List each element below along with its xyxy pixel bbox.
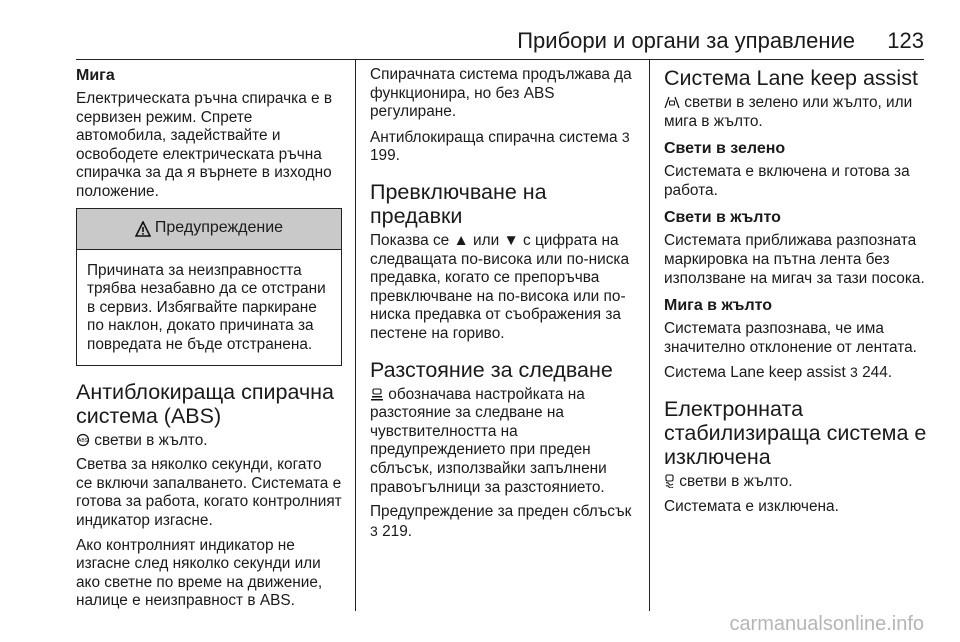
paragraph-blink: Електрическата ръчна спирачка е в сервизен режим. Спрете автомобила, задействайте и освободете електрическата ръчна спирачка за да я върнете в изходно положение. <box>76 90 333 200</box>
page-number: 123 <box>887 28 924 53</box>
page-ref-arrow-icon[interactable]: 3 <box>370 522 378 539</box>
paragraph-abs-2: Ако контролният индикатор не изгасне след няколко секунди или ако светне по време на движение, налице е неизправност в ABS. <box>76 536 323 610</box>
paragraph-collision-ref: Предупреждение за преден сблъсък 3 219. <box>370 503 632 540</box>
paragraph-abs-ref: Антиблокираща спирачна система 3 199. <box>370 128 630 165</box>
paragraph-lane-keep-indicator: светви в зелено или жълто, или мига в жълто. <box>664 94 913 130</box>
heading-blink: Мига <box>76 67 115 84</box>
esc-off-icon <box>664 474 675 488</box>
watermark: carmanualsonline.info <box>729 613 924 635</box>
column-divider-1 <box>355 59 356 611</box>
svg-text:ABS: ABS <box>77 437 89 444</box>
heading-lane-keep-assist: Система Lane keep assist <box>664 66 918 90</box>
paragraph-lights-green: Системата е включена и готова за работа. <box>664 163 910 199</box>
heading-lights-yellow: Свети в жълто <box>664 209 781 227</box>
column-1 <box>76 66 342 617</box>
page-ref-arrow-icon[interactable]: 3 <box>621 128 630 145</box>
warning-box <box>76 208 342 366</box>
column-divider-2 <box>649 59 650 611</box>
warning-header <box>77 209 341 250</box>
paragraph-following-distance: обозначава настройката на разстояние за следване на чувствителността на предупреждението при преден сблъсък, използвайки запълнени правоъгълници за разстоянието. <box>370 385 607 496</box>
page-title: Прибори и органи за управление <box>517 28 855 53</box>
heading-esc-off: Електронната стабилизираща система е изключена <box>664 396 927 469</box>
abs-icon <box>76 433 90 447</box>
warning-title: Предупреждение <box>154 219 284 237</box>
paragraph-brake-continues: Спирачната система продължава да функционира, но без ABS регулиране. <box>370 66 632 121</box>
lane-keep-icon <box>664 96 680 109</box>
warning-triangle-icon <box>135 221 151 237</box>
column-3 <box>664 66 930 522</box>
heading-lights-green: Свети в зелено <box>664 140 786 158</box>
following-distance-icon <box>370 388 384 401</box>
paragraph-abs-1: Светва за няколко секунди, когато се включи запалването. Системата е готова за работа, когато контролният индикатор изгасне. <box>76 456 342 529</box>
heading-gear-shift: Превключване на предавки <box>370 179 547 228</box>
paragraph-gear-shift: Показва се ▲ или ▼ с цифрата на следващата по-висока или по-ниска предавка, когато се препоръчва превключване на по-висока или по-ниска предавка от съображения за пестене на гориво. <box>370 231 630 342</box>
header-rule <box>76 59 924 60</box>
abs-indicator-line: ABS светви в жълто. <box>77 431 208 449</box>
page-ref-link[interactable]: 199. <box>370 147 400 165</box>
page-header <box>0 22 960 62</box>
paragraph-blinks-yellow: Системата разпознава, че има значително отклонение от лентата. <box>664 320 917 356</box>
paragraph-esc-indicator: светви в жълто. <box>664 473 930 492</box>
heading-blinks-yellow: Мига в жълто <box>664 297 773 315</box>
page-ref-arrow-icon[interactable]: 3 <box>850 364 858 381</box>
paragraph-lka-ref: Система Lane keep assist 3 244. <box>664 364 893 382</box>
warning-body: Причината за неизправността трябва незабавно да се отстрани в сервиз. Избягвайте паркиране по наклон, докато причината за повредата не бъде отстранена. <box>87 261 326 353</box>
paragraph-lights-yellow: Системата приближава разпозната маркировка на пътна лента без използване на мигач за тази посока. <box>664 232 925 287</box>
page-ref-link[interactable]: 244. <box>862 364 893 382</box>
column-2 <box>370 66 636 547</box>
heading-abs: Антиблокираща спирачна система (ABS) <box>76 379 334 428</box>
paragraph-esc-off: Системата е изключена. <box>664 497 839 515</box>
heading-following-distance: Разстояние за следване <box>370 357 613 382</box>
page-ref-link[interactable]: 219. <box>382 522 413 540</box>
